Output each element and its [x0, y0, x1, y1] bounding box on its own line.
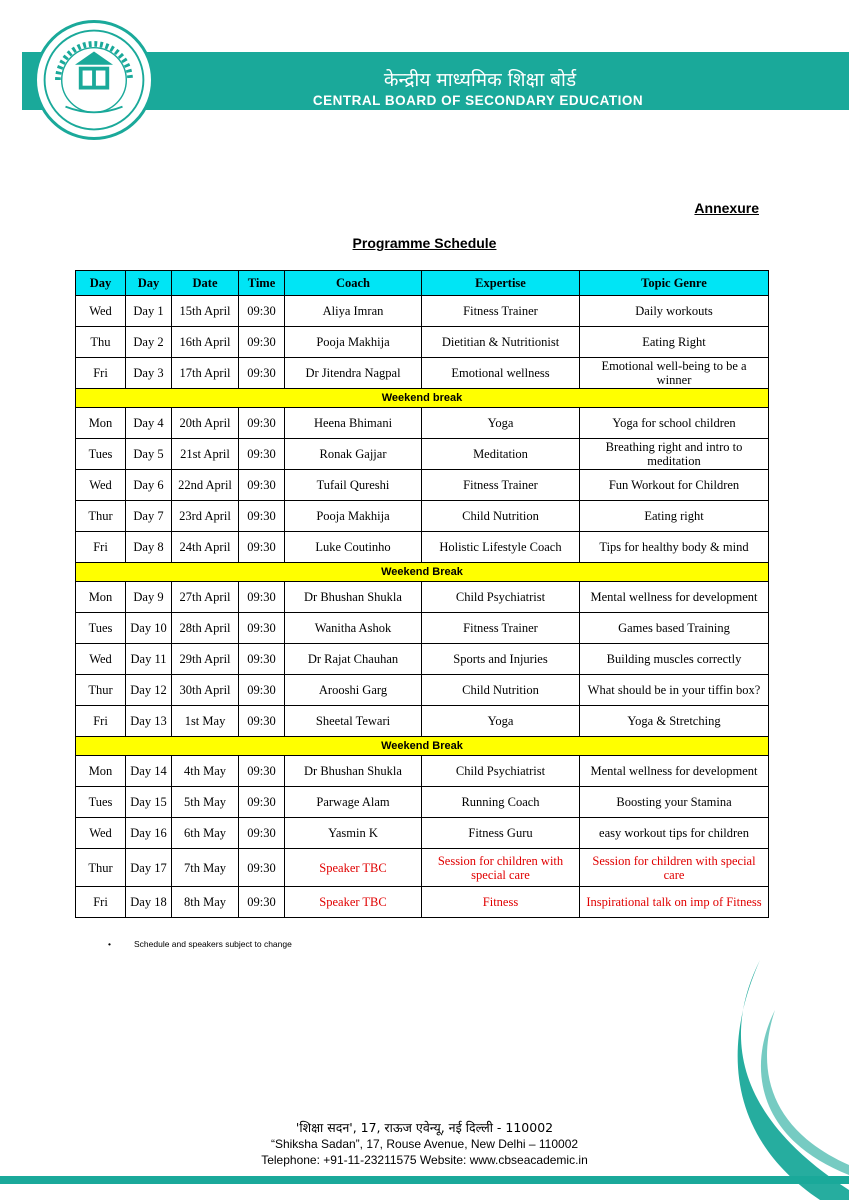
footer-bar — [0, 1176, 849, 1184]
cell-expertise: Child Psychiatrist — [422, 756, 580, 787]
page-title: Programme Schedule — [352, 235, 497, 251]
cell-expertise: Fitness Trainer — [422, 296, 580, 327]
header-time: Time — [239, 271, 285, 296]
cell-day: Mon — [76, 408, 126, 439]
header-expertise: Expertise — [422, 271, 580, 296]
cell-dayno: Day 2 — [126, 327, 172, 358]
table-row — [76, 470, 769, 501]
cell-coach: Tufail Qureshi — [285, 470, 422, 501]
cell-coach: Heena Bhimani — [285, 408, 422, 439]
cell-coach: Dr Rajat Chauhan — [285, 644, 422, 675]
cell-expertise: Session for children with special care — [422, 849, 580, 887]
cell-date: 17th April — [172, 358, 239, 389]
cell-dayno: Day 14 — [126, 756, 172, 787]
cell-date: 15th April — [172, 296, 239, 327]
weekend-break-row — [76, 563, 769, 582]
cell-time: 09:30 — [239, 756, 285, 787]
cell-date: 21st April — [172, 439, 239, 470]
cell-time: 09:30 — [239, 887, 285, 918]
table-row — [76, 644, 769, 675]
cell-coach: Speaker TBC — [285, 849, 422, 887]
cell-day: Wed — [76, 818, 126, 849]
cell-day: Mon — [76, 582, 126, 613]
cell-day: Wed — [76, 470, 126, 501]
cell-date: 8th May — [172, 887, 239, 918]
cell-dayno: Day 17 — [126, 849, 172, 887]
table-row — [76, 706, 769, 737]
cell-time: 09:30 — [239, 675, 285, 706]
header-day-number: Day — [126, 271, 172, 296]
table-row — [76, 818, 769, 849]
cell-expertise: Sports and Injuries — [422, 644, 580, 675]
table-row — [76, 532, 769, 563]
cell-day: Mon — [76, 756, 126, 787]
cell-dayno: Day 16 — [126, 818, 172, 849]
cell-coach: Wanitha Ashok — [285, 613, 422, 644]
cell-expertise: Fitness Guru — [422, 818, 580, 849]
cell-expertise: Fitness Trainer — [422, 613, 580, 644]
cell-topic: Mental wellness for development — [580, 582, 769, 613]
cell-topic: Boosting your Stamina — [580, 787, 769, 818]
cell-topic: Inspirational talk on imp of Fitness — [580, 887, 769, 918]
cell-expertise: Running Coach — [422, 787, 580, 818]
weekend-break-row — [76, 389, 769, 408]
cell-time: 09:30 — [239, 706, 285, 737]
cell-date: 29th April — [172, 644, 239, 675]
cell-date: 20th April — [172, 408, 239, 439]
weekend-break-label: Weekend Break — [76, 737, 769, 756]
footer-address-hindi: 'शिक्षा सदन', 17, राऊज एवेन्यू, नई दिल्ली - 110002 — [295, 1120, 554, 1135]
cell-time: 09:30 — [239, 532, 285, 563]
cell-topic: Session for children with special care — [580, 849, 769, 887]
cell-topic: Tips for healthy body & mind — [580, 532, 769, 563]
table-header-row — [76, 271, 769, 296]
cell-time: 09:30 — [239, 470, 285, 501]
cell-dayno: Day 10 — [126, 613, 172, 644]
cell-topic: Breathing right and intro to meditation — [580, 439, 769, 470]
footer-address-english: “Shiksha Sadan”, 17, Rouse Avenue, New Delhi – 110002 — [270, 1137, 579, 1151]
cell-time: 09:30 — [239, 582, 285, 613]
cell-day: Fri — [76, 358, 126, 389]
cell-coach: Dr Jitendra Nagpal — [285, 358, 422, 389]
cell-time: 09:30 — [239, 501, 285, 532]
cell-day: Tues — [76, 439, 126, 470]
header-hindi-title: केन्द्रीय माध्यमिक शिक्षा बोर्ड — [383, 69, 577, 91]
footer-address — [0, 1120, 849, 1168]
schedule-note-text: Schedule and speakers subject to change — [134, 939, 292, 949]
cell-coach: Ronak Gajjar — [285, 439, 422, 470]
table-row — [76, 756, 769, 787]
cell-expertise: Meditation — [422, 439, 580, 470]
cell-day: Fri — [76, 706, 126, 737]
cell-dayno: Day 5 — [126, 439, 172, 470]
cell-coach: Dr Bhushan Shukla — [285, 582, 422, 613]
cell-topic: Eating Right — [580, 327, 769, 358]
cell-dayno: Day 18 — [126, 887, 172, 918]
cell-day: Wed — [76, 296, 126, 327]
header-coach: Coach — [285, 271, 422, 296]
cell-expertise: Child Psychiatrist — [422, 582, 580, 613]
cell-dayno: Day 7 — [126, 501, 172, 532]
cell-dayno: Day 4 — [126, 408, 172, 439]
cell-expertise: Dietitian & Nutritionist — [422, 327, 580, 358]
cell-time: 09:30 — [239, 787, 285, 818]
cell-dayno: Day 15 — [126, 787, 172, 818]
schedule-note — [108, 939, 292, 949]
weekend-break-row — [76, 737, 769, 756]
header-day: Day — [76, 271, 126, 296]
cell-dayno: Day 1 — [126, 296, 172, 327]
cell-dayno: Day 12 — [126, 675, 172, 706]
table-row — [76, 887, 769, 918]
weekend-break-label: Weekend Break — [76, 563, 769, 582]
cell-date: 28th April — [172, 613, 239, 644]
cell-time: 09:30 — [239, 644, 285, 675]
cell-topic: Fun Workout for Children — [580, 470, 769, 501]
cell-coach: Pooja Makhija — [285, 327, 422, 358]
cell-topic: Games based Training — [580, 613, 769, 644]
table-row — [76, 358, 769, 389]
cell-day: Wed — [76, 644, 126, 675]
cell-coach: Pooja Makhija — [285, 501, 422, 532]
cell-date: 5th May — [172, 787, 239, 818]
cell-expertise: Child Nutrition — [422, 675, 580, 706]
cell-dayno: Day 8 — [126, 532, 172, 563]
cell-time: 09:30 — [239, 613, 285, 644]
cell-topic: Mental wellness for development — [580, 756, 769, 787]
table-row — [76, 613, 769, 644]
cell-date: 7th May — [172, 849, 239, 887]
cell-coach: Luke Coutinho — [285, 532, 422, 563]
cell-day: Thur — [76, 501, 126, 532]
cell-coach: Sheetal Tewari — [285, 706, 422, 737]
table-row — [76, 849, 769, 887]
cell-date: 23rd April — [172, 501, 239, 532]
cell-time: 09:30 — [239, 849, 285, 887]
cell-topic: What should be in your tiffin box? — [580, 675, 769, 706]
cell-topic: Yoga & Stretching — [580, 706, 769, 737]
cell-day: Tues — [76, 613, 126, 644]
cbse-logo — [34, 20, 154, 140]
cell-coach: Aliya Imran — [285, 296, 422, 327]
table-row — [76, 787, 769, 818]
cell-date: 30th April — [172, 675, 239, 706]
cell-date: 6th May — [172, 818, 239, 849]
cell-date: 24th April — [172, 532, 239, 563]
cell-topic: Daily workouts — [580, 296, 769, 327]
cell-topic: Eating right — [580, 501, 769, 532]
cell-coach: Dr Bhushan Shukla — [285, 756, 422, 787]
cell-expertise: Yoga — [422, 408, 580, 439]
cell-coach: Arooshi Garg — [285, 675, 422, 706]
footer-contact: Telephone: +91-11-23211575 Website: www.cbseacademic.in — [261, 1153, 588, 1167]
cell-time: 09:30 — [239, 358, 285, 389]
cell-date: 22nd April — [172, 470, 239, 501]
cell-topic: Yoga for school children — [580, 408, 769, 439]
cell-topic: easy workout tips for children — [580, 818, 769, 849]
header-topic-genre: Topic Genre — [580, 271, 769, 296]
cell-dayno: Day 13 — [126, 706, 172, 737]
cell-expertise: Emotional wellness — [422, 358, 580, 389]
cell-date: 27th April — [172, 582, 239, 613]
table-row — [76, 408, 769, 439]
cell-dayno: Day 11 — [126, 644, 172, 675]
cell-time: 09:30 — [239, 408, 285, 439]
table-row — [76, 582, 769, 613]
bullet-icon: • — [108, 939, 111, 949]
cell-dayno: Day 3 — [126, 358, 172, 389]
annexure-label: Annexure — [694, 200, 759, 216]
schedule-table-body — [76, 296, 769, 918]
table-row — [76, 296, 769, 327]
cell-day: Fri — [76, 532, 126, 563]
cell-coach: Parwage Alam — [285, 787, 422, 818]
cell-expertise: Yoga — [422, 706, 580, 737]
cell-time: 09:30 — [239, 439, 285, 470]
cell-coach: Speaker TBC — [285, 887, 422, 918]
cell-topic: Building muscles correctly — [580, 644, 769, 675]
cell-date: 1st May — [172, 706, 239, 737]
table-row — [76, 675, 769, 706]
cell-date: 16th April — [172, 327, 239, 358]
cell-day: Tues — [76, 787, 126, 818]
cell-dayno: Day 6 — [126, 470, 172, 501]
schedule-table — [75, 270, 769, 918]
cell-day: Fri — [76, 887, 126, 918]
cell-expertise: Child Nutrition — [422, 501, 580, 532]
cell-expertise: Holistic Lifestyle Coach — [422, 532, 580, 563]
cell-time: 09:30 — [239, 296, 285, 327]
cell-coach: Yasmin K — [285, 818, 422, 849]
cell-day: Thu — [76, 327, 126, 358]
header-date: Date — [172, 271, 239, 296]
cell-expertise: Fitness Trainer — [422, 470, 580, 501]
cell-day: Thur — [76, 849, 126, 887]
weekend-break-label: Weekend break — [76, 389, 769, 408]
table-row — [76, 439, 769, 470]
cell-dayno: Day 9 — [126, 582, 172, 613]
cell-day: Thur — [76, 675, 126, 706]
table-row — [76, 327, 769, 358]
cell-topic: Emotional well-being to be a winner — [580, 358, 769, 389]
header-english-title: CENTRAL BOARD OF SECONDARY EDUCATION — [312, 93, 644, 108]
table-row — [76, 501, 769, 532]
cell-time: 09:30 — [239, 818, 285, 849]
cell-expertise: Fitness — [422, 887, 580, 918]
cbse-emblem-icon — [37, 23, 151, 137]
cell-date: 4th May — [172, 756, 239, 787]
cell-time: 09:30 — [239, 327, 285, 358]
